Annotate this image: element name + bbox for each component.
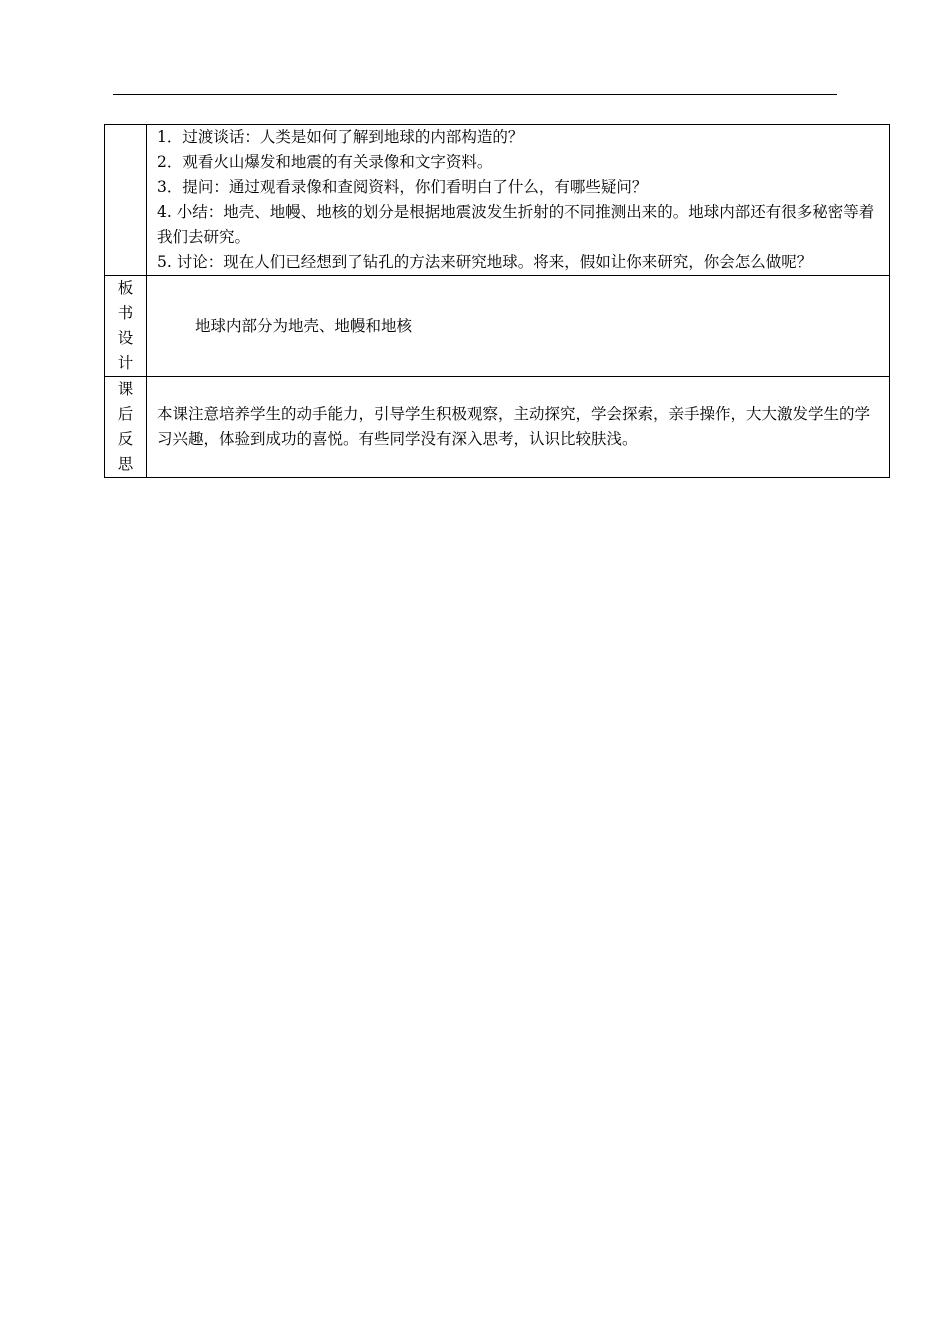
header-rule	[113, 94, 837, 95]
reflection-content	[147, 377, 890, 478]
reflection-label-char-2: 后	[117, 405, 134, 423]
process-step-4: 4. 小结：地壳、地幔、地核的划分是根据地震波发生折射的不同推测出来的。地球内部还有很多秘密等着我们去研究。	[157, 203, 875, 246]
reflection-label-char-4: 思	[117, 455, 134, 473]
reflection-text: 本课注意培养学生的动手能力，引导学生积极观察，主动探究，学会探索，亲手操作，大大激发学生的学习兴趣，体验到成功的喜悦。有些同学没有深入思考，认识比较肤浅。	[157, 405, 871, 448]
reflection-row	[105, 377, 890, 478]
process-label-cell	[105, 125, 147, 276]
board-design-row	[105, 276, 890, 377]
teaching-process-row	[105, 125, 890, 276]
reflection-label-char-1: 课	[117, 380, 134, 398]
board-label-char-4: 计	[117, 354, 134, 372]
board-label-char-2: 书	[117, 304, 134, 322]
reflection-label	[105, 377, 147, 478]
process-step-5: 5. 讨论：现在人们已经想到了钻孔的方法来研究地球。将来，假如让你来研究，你会怎么做呢？	[157, 253, 813, 271]
process-step-1: 1．过渡谈话：人类是如何了解到地球的内部构造的？	[157, 128, 524, 146]
process-content-cell	[147, 125, 890, 276]
board-label-char-1: 板	[117, 279, 134, 297]
board-design-text: 地球内部分为地壳、地幔和地核	[195, 316, 413, 335]
lesson-plan-table	[104, 124, 890, 478]
board-label-char-3: 设	[117, 329, 134, 347]
process-step-3: 3．提问：通过观看录像和查阅资料，你们看明白了什么，有哪些疑问？	[157, 178, 648, 196]
board-design-content	[147, 276, 890, 377]
reflection-label-char-3: 反	[117, 430, 134, 448]
board-design-label	[105, 276, 147, 377]
process-step-2: 2．观看火山爆发和地震的有关录像和文字资料。	[157, 153, 493, 171]
